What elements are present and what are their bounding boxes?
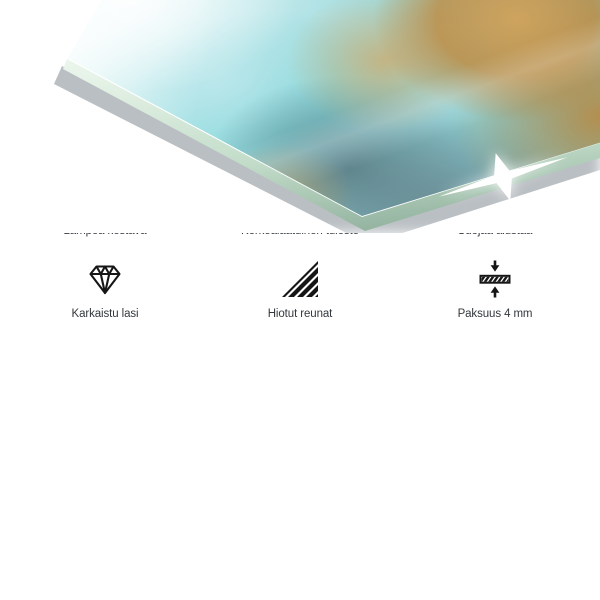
product-hero-image <box>0 0 600 233</box>
feature-polished-edges <box>210 259 390 320</box>
feature-thickness <box>405 259 585 320</box>
sparkle-icon <box>428 137 578 217</box>
feature-label: Hiotut reunat <box>267 307 333 320</box>
feature-label: Karkaistu lasi <box>71 307 139 320</box>
features-row-2 <box>15 259 585 320</box>
diamond-icon <box>85 259 125 299</box>
feature-tempered-glass <box>15 259 195 320</box>
thickness-icon <box>475 259 515 299</box>
polished-edges-icon <box>280 259 320 299</box>
feature-label: Paksuus 4 mm <box>457 307 533 320</box>
